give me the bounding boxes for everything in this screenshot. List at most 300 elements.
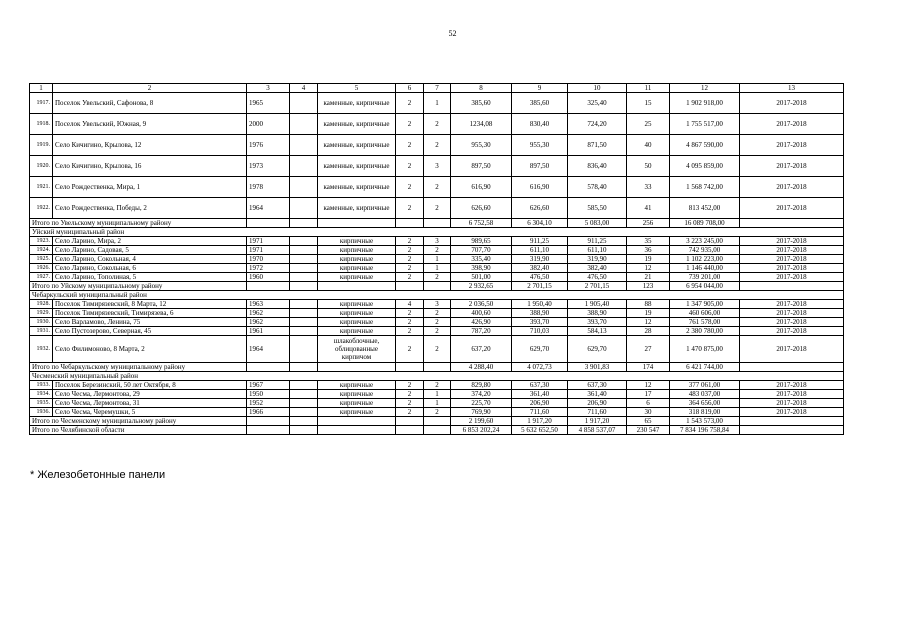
table-row: [30, 177, 844, 198]
total-area: 787,20: [451, 327, 512, 336]
table-row: [30, 264, 844, 273]
column-number: 7: [424, 84, 451, 93]
premises-area: 319,90: [512, 255, 568, 264]
empty-cell: [290, 390, 318, 399]
table-row: [30, 156, 844, 177]
premises-area: 206,90: [512, 399, 568, 408]
floors: 2: [396, 255, 424, 264]
residential-area: 584,13: [568, 327, 627, 336]
empty-cell: [318, 417, 396, 426]
residential-area: 4 858 537,07: [568, 426, 627, 435]
address: Село Чесма, Лермонтова, 31: [53, 399, 247, 408]
residents: 25: [627, 114, 670, 135]
empty-cell: [396, 219, 424, 228]
total-area: 769,90: [451, 408, 512, 417]
row-number: 1918.: [30, 114, 53, 135]
total-area: 398,90: [451, 264, 512, 273]
build-year: 2000: [247, 114, 290, 135]
table-row: [30, 408, 844, 417]
residents: 12: [627, 264, 670, 273]
row-number: 1936.: [30, 408, 53, 417]
premises-area: 711,60: [512, 408, 568, 417]
residents: 41: [627, 198, 670, 219]
row-number: 1924.: [30, 246, 53, 255]
period: 2017-2018: [740, 246, 844, 255]
cost: 1 568 742,00: [670, 177, 740, 198]
address: Село Варламово, Ленина, 75: [53, 318, 247, 327]
period: 2017-2018: [740, 381, 844, 390]
district-name: Уйский муниципальный район: [30, 228, 844, 237]
residents: 12: [627, 381, 670, 390]
period: 2017-2018: [740, 336, 844, 363]
premises-area: 626,60: [512, 198, 568, 219]
period: 2017-2018: [740, 390, 844, 399]
total-area: 6 853 202,24: [451, 426, 512, 435]
build-year: 1962: [247, 318, 290, 327]
empty-cell: [740, 219, 844, 228]
floors: 2: [396, 399, 424, 408]
residents: 19: [627, 255, 670, 264]
district-total-row: [30, 363, 844, 372]
residents: 65: [627, 417, 670, 426]
empty-cell: [396, 363, 424, 372]
floors: 2: [396, 177, 424, 198]
empty-cell: [290, 156, 318, 177]
build-year: 1971: [247, 246, 290, 255]
entrances: 2: [424, 198, 451, 219]
wall-material: кирпичные: [318, 309, 396, 318]
row-number: 1933.: [30, 381, 53, 390]
entrances: 2: [424, 309, 451, 318]
row-number: 1919.: [30, 135, 53, 156]
entrances: 1: [424, 264, 451, 273]
residential-area: 382,40: [568, 264, 627, 273]
table-row: [30, 114, 844, 135]
empty-cell: [740, 282, 844, 291]
wall-material: каменные, кирпичные: [318, 177, 396, 198]
empty-cell: [290, 363, 318, 372]
empty-cell: [247, 417, 290, 426]
floors: 2: [396, 264, 424, 273]
cost: 4 867 590,00: [670, 135, 740, 156]
column-number: 12: [670, 84, 740, 93]
wall-material: кирпичные: [318, 408, 396, 417]
row-number: 1922.: [30, 198, 53, 219]
entrances: 2: [424, 327, 451, 336]
residents: 12: [627, 318, 670, 327]
empty-cell: [247, 426, 290, 435]
total-area: 335,40: [451, 255, 512, 264]
address: Село Ларино, Садовая, 5: [53, 246, 247, 255]
row-number: 1923.: [30, 237, 53, 246]
empty-cell: [290, 399, 318, 408]
table-row: [30, 381, 844, 390]
entrances: 3: [424, 300, 451, 309]
residents: 19: [627, 309, 670, 318]
premises-area: 616,90: [512, 177, 568, 198]
empty-cell: [290, 417, 318, 426]
cost: 1 102 223,00: [670, 255, 740, 264]
empty-cell: [290, 237, 318, 246]
build-year: 1964: [247, 198, 290, 219]
row-number: 1930.: [30, 318, 53, 327]
period: 2017-2018: [740, 156, 844, 177]
empty-cell: [318, 282, 396, 291]
row-number: 1934.: [30, 390, 53, 399]
cost: 813 452,00: [670, 198, 740, 219]
cost: 6 421 744,00: [670, 363, 740, 372]
column-number: 1: [30, 84, 53, 93]
residential-area: 711,60: [568, 408, 627, 417]
empty-cell: [424, 219, 451, 228]
residents: 88: [627, 300, 670, 309]
total-area: 2 199,60: [451, 417, 512, 426]
total-area: 707,70: [451, 246, 512, 255]
period: 2017-2018: [740, 408, 844, 417]
empty-cell: [290, 282, 318, 291]
district-total-row: [30, 417, 844, 426]
premises-area: 637,30: [512, 381, 568, 390]
entrances: 2: [424, 318, 451, 327]
total-area: 400,60: [451, 309, 512, 318]
floors: 2: [396, 408, 424, 417]
empty-cell: [396, 417, 424, 426]
empty-cell: [740, 363, 844, 372]
residents: 33: [627, 177, 670, 198]
address: Село Рождественка, Мира, 1: [53, 177, 247, 198]
residents: 123: [627, 282, 670, 291]
premises-area: 955,30: [512, 135, 568, 156]
residential-area: 836,40: [568, 156, 627, 177]
residential-area: 319,90: [568, 255, 627, 264]
build-year: 1950: [247, 390, 290, 399]
residential-area: 1 917,20: [568, 417, 627, 426]
table-row: [30, 246, 844, 255]
row-number: 1920.: [30, 156, 53, 177]
floors: 4: [396, 300, 424, 309]
entrances: 2: [424, 246, 451, 255]
address: Село Ларино, Мира, 2: [53, 237, 247, 246]
floors: 2: [396, 114, 424, 135]
wall-material: кирпичные: [318, 300, 396, 309]
entrances: 2: [424, 135, 451, 156]
table-row: [30, 135, 844, 156]
address: Поселок Увельский, Южная, 9: [53, 114, 247, 135]
address: Село Кичигино, Крылова, 16: [53, 156, 247, 177]
premises-area: 382,40: [512, 264, 568, 273]
column-number: 10: [568, 84, 627, 93]
empty-cell: [290, 273, 318, 282]
table-row: [30, 318, 844, 327]
total-area: 6 752,58: [451, 219, 512, 228]
floors: 2: [396, 273, 424, 282]
residential-area: 5 083,00: [568, 219, 627, 228]
entrances: 1: [424, 255, 451, 264]
total-area: 637,20: [451, 336, 512, 363]
wall-material: кирпичные: [318, 327, 396, 336]
residential-area: 206,90: [568, 399, 627, 408]
empty-cell: [247, 282, 290, 291]
residents: 256: [627, 219, 670, 228]
district-total-row: [30, 282, 844, 291]
total-label: Итого по Чесменскому муниципальному району: [30, 417, 247, 426]
empty-cell: [424, 417, 451, 426]
table-row: [30, 390, 844, 399]
row-number: 1935.: [30, 399, 53, 408]
footnote: * Железобетонные панели: [30, 469, 166, 481]
build-year: 1952: [247, 399, 290, 408]
cost: 2 380 780,00: [670, 327, 740, 336]
cost: 1 347 905,00: [670, 300, 740, 309]
district-heading-row: [30, 372, 844, 381]
grand-total-row: [30, 426, 844, 435]
premises-area: 629,70: [512, 336, 568, 363]
residents: 17: [627, 390, 670, 399]
residents: 174: [627, 363, 670, 372]
floors: 2: [396, 156, 424, 177]
residential-area: 2 701,15: [568, 282, 627, 291]
wall-material: кирпичные: [318, 399, 396, 408]
period: 2017-2018: [740, 198, 844, 219]
entrances: 1: [424, 390, 451, 399]
premises-area: 393,70: [512, 318, 568, 327]
cost: 1 146 440,00: [670, 264, 740, 273]
empty-cell: [290, 309, 318, 318]
table-row: [30, 309, 844, 318]
empty-cell: [290, 93, 318, 114]
wall-material: кирпичные: [318, 390, 396, 399]
build-year: 1976: [247, 135, 290, 156]
total-area: 4 288,40: [451, 363, 512, 372]
empty-cell: [290, 246, 318, 255]
empty-cell: [424, 363, 451, 372]
column-number: 11: [627, 84, 670, 93]
residents: 28: [627, 327, 670, 336]
total-label: Итого по Уйскому муниципальному району: [30, 282, 247, 291]
residential-area: 361,40: [568, 390, 627, 399]
total-area: 2 932,65: [451, 282, 512, 291]
residents: 230 547: [627, 426, 670, 435]
empty-cell: [290, 381, 318, 390]
residents: 15: [627, 93, 670, 114]
floors: 2: [396, 237, 424, 246]
build-year: 1963: [247, 300, 290, 309]
residents: 6: [627, 399, 670, 408]
row-number: 1925.: [30, 255, 53, 264]
column-number: 9: [512, 84, 568, 93]
residents: 21: [627, 273, 670, 282]
entrances: 1: [424, 93, 451, 114]
floors: 2: [396, 327, 424, 336]
residential-area: 585,50: [568, 198, 627, 219]
residential-area: 871,50: [568, 135, 627, 156]
address: Село Рождественка, Победы, 2: [53, 198, 247, 219]
address: Село Чесма, Лермонтова, 29: [53, 390, 247, 399]
empty-cell: [318, 363, 396, 372]
wall-material: кирпичные: [318, 255, 396, 264]
premises-area: 830,40: [512, 114, 568, 135]
address: Село Ларино, Сокольная, 6: [53, 264, 247, 273]
floors: 2: [396, 318, 424, 327]
empty-cell: [290, 114, 318, 135]
total-area: 897,50: [451, 156, 512, 177]
table-row: [30, 198, 844, 219]
row-number: 1917.: [30, 93, 53, 114]
total-area: 1234,08: [451, 114, 512, 135]
total-area: 374,20: [451, 390, 512, 399]
floors: 2: [396, 198, 424, 219]
wall-material: каменные, кирпичные: [318, 135, 396, 156]
district-name: Чесменский муниципальный район: [30, 372, 844, 381]
column-number: 4: [290, 84, 318, 93]
premises-area: 911,25: [512, 237, 568, 246]
empty-cell: [740, 417, 844, 426]
address: Поселок Тимирязевский, 8 Марта, 12: [53, 300, 247, 309]
empty-cell: [290, 135, 318, 156]
build-year: 1961: [247, 327, 290, 336]
premises-area: 4 072,73: [512, 363, 568, 372]
row-number: 1932.: [30, 336, 53, 363]
housing-register-table: [29, 83, 844, 435]
address: Поселок Тимирязевский, Тимирязева, 6: [53, 309, 247, 318]
empty-cell: [290, 426, 318, 435]
empty-cell: [318, 219, 396, 228]
build-year: 1973: [247, 156, 290, 177]
premises-area: 476,50: [512, 273, 568, 282]
address: Село Филимоново, 8 Марта, 2: [53, 336, 247, 363]
cost: 739 201,00: [670, 273, 740, 282]
wall-material: кирпичные: [318, 273, 396, 282]
table-row: [30, 93, 844, 114]
column-number: 13: [740, 84, 844, 93]
period: 2017-2018: [740, 318, 844, 327]
column-number: 2: [53, 84, 247, 93]
row-number: 1931.: [30, 327, 53, 336]
address: Поселок Увельский, Сафонова, 8: [53, 93, 247, 114]
row-number: 1927.: [30, 273, 53, 282]
period: 2017-2018: [740, 93, 844, 114]
wall-material: кирпичные: [318, 264, 396, 273]
cost: 16 089 708,00: [670, 219, 740, 228]
cost: 1 470 875,00: [670, 336, 740, 363]
period: 2017-2018: [740, 264, 844, 273]
empty-cell: [424, 426, 451, 435]
table-row: [30, 237, 844, 246]
empty-cell: [740, 426, 844, 435]
empty-cell: [290, 300, 318, 309]
column-number-row: [30, 84, 844, 93]
wall-material: шлакоблочные, облицованные кирпичом: [318, 336, 396, 363]
residential-area: 637,30: [568, 381, 627, 390]
cost: 742 935,00: [670, 246, 740, 255]
column-number: 6: [396, 84, 424, 93]
cost: 6 954 044,00: [670, 282, 740, 291]
residential-area: 629,70: [568, 336, 627, 363]
entrances: 2: [424, 381, 451, 390]
cost: 460 606,00: [670, 309, 740, 318]
build-year: 1970: [247, 255, 290, 264]
wall-material: кирпичные: [318, 246, 396, 255]
cost: 318 819,00: [670, 408, 740, 417]
period: 2017-2018: [740, 114, 844, 135]
residents: 30: [627, 408, 670, 417]
table-row: [30, 327, 844, 336]
total-area: 225,70: [451, 399, 512, 408]
residential-area: 911,25: [568, 237, 627, 246]
build-year: 1962: [247, 309, 290, 318]
premises-area: 1 950,40: [512, 300, 568, 309]
build-year: 1966: [247, 408, 290, 417]
floors: 2: [396, 246, 424, 255]
residents: 40: [627, 135, 670, 156]
build-year: 1960: [247, 273, 290, 282]
entrances: 2: [424, 114, 451, 135]
cost: 364 656,00: [670, 399, 740, 408]
period: 2017-2018: [740, 309, 844, 318]
residential-area: 393,70: [568, 318, 627, 327]
cost: 7 834 196 758,84: [670, 426, 740, 435]
cost: 483 037,00: [670, 390, 740, 399]
residents: 27: [627, 336, 670, 363]
wall-material: каменные, кирпичные: [318, 156, 396, 177]
floors: 2: [396, 135, 424, 156]
column-number: 5: [318, 84, 396, 93]
empty-cell: [290, 264, 318, 273]
floors: 2: [396, 93, 424, 114]
address: Село Ларино, Тополиная, 5: [53, 273, 247, 282]
empty-cell: [247, 219, 290, 228]
grand-total-label: Итого по Челябинской области: [30, 426, 247, 435]
build-year: 1971: [247, 237, 290, 246]
address: Село Чесма, Черемушки, 5: [53, 408, 247, 417]
address: Село Пустозерово, Северная, 45: [53, 327, 247, 336]
floors: 2: [396, 381, 424, 390]
premises-area: 1 917,20: [512, 417, 568, 426]
residential-area: 3 901,83: [568, 363, 627, 372]
column-number: 3: [247, 84, 290, 93]
entrances: 2: [424, 273, 451, 282]
period: 2017-2018: [740, 327, 844, 336]
page-number: 52: [448, 29, 457, 38]
district-total-row: [30, 219, 844, 228]
row-number: 1928.: [30, 300, 53, 309]
premises-area: 385,60: [512, 93, 568, 114]
entrances: 2: [424, 177, 451, 198]
row-number: 1921.: [30, 177, 53, 198]
cost: 1 902 918,00: [670, 93, 740, 114]
residents: 50: [627, 156, 670, 177]
empty-cell: [290, 336, 318, 363]
period: 2017-2018: [740, 237, 844, 246]
premises-area: 710,03: [512, 327, 568, 336]
row-number: 1926.: [30, 264, 53, 273]
empty-cell: [424, 282, 451, 291]
premises-area: 361,40: [512, 390, 568, 399]
period: 2017-2018: [740, 300, 844, 309]
premises-area: 611,10: [512, 246, 568, 255]
total-area: 501,00: [451, 273, 512, 282]
premises-area: 2 701,15: [512, 282, 568, 291]
total-area: 616,90: [451, 177, 512, 198]
entrances: 2: [424, 336, 451, 363]
total-area: 426,90: [451, 318, 512, 327]
district-name: Чебаркульский муниципальный район: [30, 291, 844, 300]
total-label: Итого по Чебаркульскому муниципальному району: [30, 363, 247, 372]
table-row: [30, 273, 844, 282]
table-row: [30, 255, 844, 264]
entrances: 3: [424, 156, 451, 177]
table-row: [30, 300, 844, 309]
